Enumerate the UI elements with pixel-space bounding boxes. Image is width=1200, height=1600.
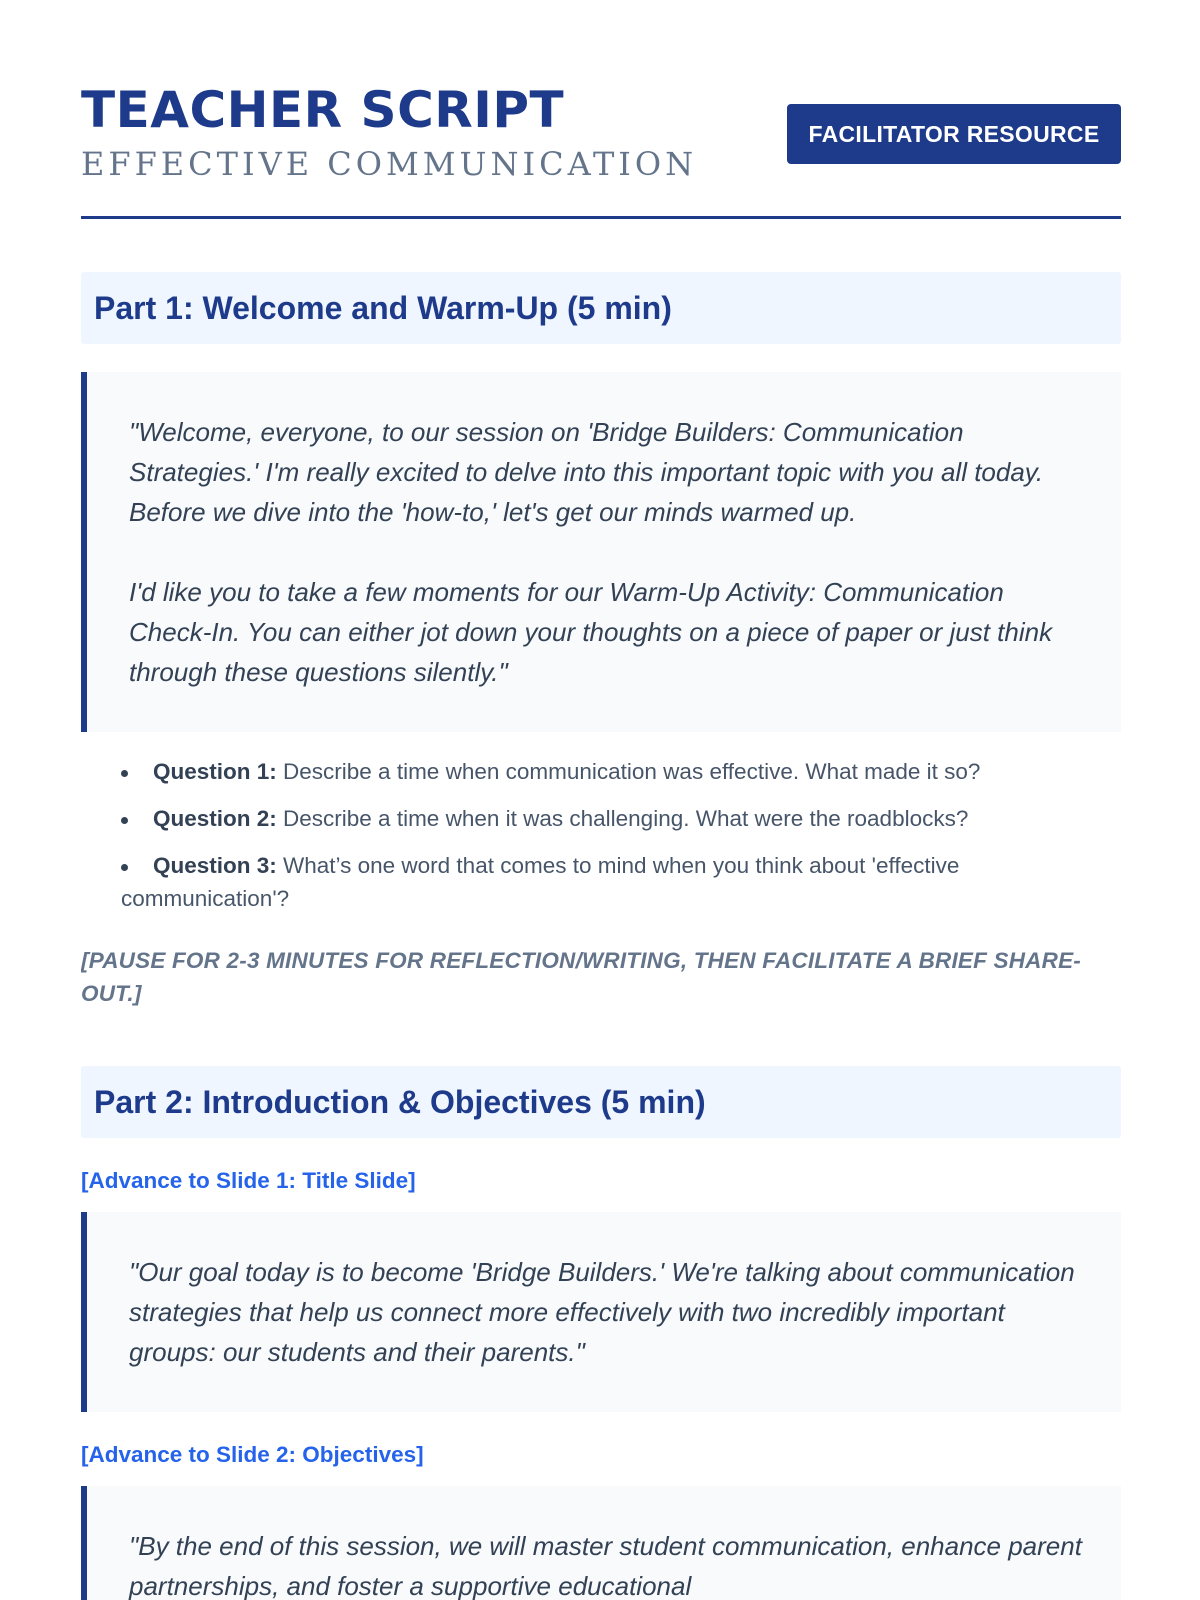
part-2-heading: Part 2: Introduction & Objectives (5 min)	[94, 1084, 706, 1120]
script-paragraph: "By the end of this session, we will master student communication, enhance parent partnerships, and foster a supportive educational	[129, 1531, 1082, 1600]
script-paragraph: I'd like you to take a few moments for our Warm-Up Activity: Communication Check-In. You can either jot down your thoughts on a piece of paper or just think through these questions silently."	[129, 577, 1053, 687]
slide-cue: [Advance to Slide 1: Title Slide]	[81, 1168, 416, 1193]
question-label: Question 1:	[153, 759, 277, 784]
question-text: Describe a time when communication was effective. What made it so?	[276, 759, 981, 784]
part-2-script-quote	[81, 1212, 1121, 1412]
part-1-heading: Part 1: Welcome and Warm-Up (5 min)	[94, 290, 672, 326]
list-item	[81, 849, 1121, 915]
warm-up-question-list	[81, 755, 1121, 929]
objectives-script-quote	[81, 1486, 1121, 1600]
script-paragraph: "Welcome, everyone, to our session on 'Bridge Builders: Communication Strategies.' I'm really excited to delve into this important topic with you all today. Before we dive into the 'how-to,' let's get our minds warmed up.	[129, 417, 1044, 527]
question-label: Question 3:	[153, 853, 277, 878]
part-1-heading-bar	[81, 272, 1121, 344]
facilitator-resource-badge: FACILITATOR RESOURCE	[787, 104, 1121, 164]
page	[81, 0, 1121, 1600]
list-item	[81, 802, 1121, 835]
script-paragraph: "Our goal today is to become 'Bridge Builders.' We're talking about communication strategies that help us connect more effectively with two incredibly important groups: our students and their parents."	[129, 1257, 1075, 1367]
pause-instruction: [PAUSE FOR 2-3 MINUTES FOR REFLECTION/WRITING, THEN FACILITATE A BRIEF SHARE-OUT.]	[81, 948, 1081, 1006]
slide-cue: [Advance to Slide 2: Objectives]	[81, 1442, 424, 1467]
question-text: Describe a time when it was challenging. What were the roadblocks?	[276, 806, 969, 831]
document-header	[81, 80, 1121, 219]
question-text: What’s one word that comes to mind when you think about 'effective communication'?	[121, 853, 960, 911]
document-subtitle: EFFECTIVE COMMUNICATION	[81, 145, 698, 183]
part-2-heading-bar	[81, 1066, 1121, 1138]
part-1-script-quote	[81, 372, 1121, 732]
question-label: Question 2:	[153, 806, 277, 831]
document-title: TEACHER SCRIPT	[81, 81, 565, 139]
list-item	[81, 755, 1121, 788]
